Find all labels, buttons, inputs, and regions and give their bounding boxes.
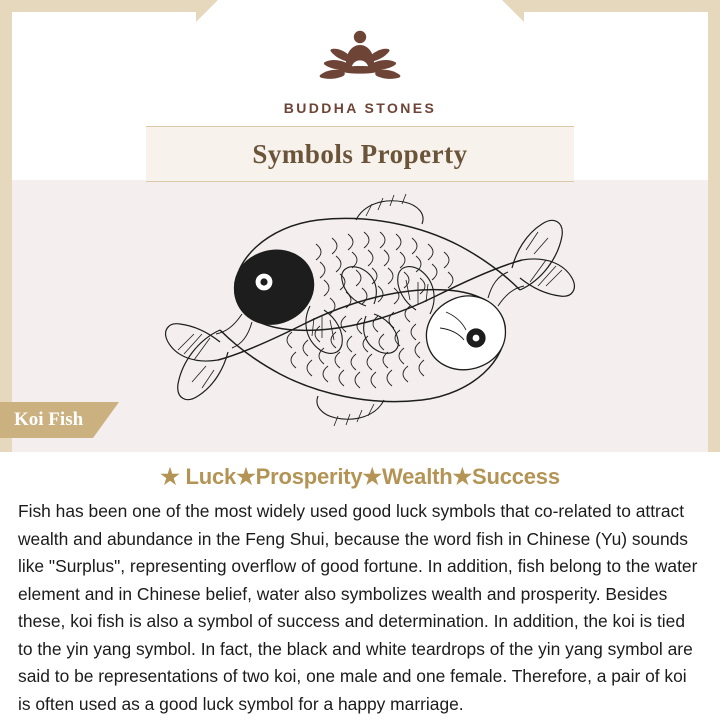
description-paragraph: Fish has been one of the most widely used good luck symbols that co-related to attract wealth and abundance in the Feng Shui, because the word fish in Chinese (Yu) sounds like "Surplus", representing overflow of good fortune. In addition, fish belong to the water element and in Chinese belief, water also symbolizes wealth and prosperity. Besides these, koi fish is also a symbol of success and determination. In addition, the koi is tied to the yin yang symbol. In fact, the black and white teardrops of the yin yang symbol are said to be representations of two koi, one male and one female. Therefore, a pair of koi is often used as a good luck symbol for a happy marriage. [18,501,698,714]
ribbon-label: Koi Fish [14,409,84,430]
koi-yin-yang-illustration [160,186,580,426]
page-title-band [146,126,574,182]
frame-top-left [0,0,196,12]
frame-top-right [524,0,720,12]
two-koi-fish-yin-yang-icon [160,186,580,426]
brand-name: BUDDHA STONES [283,100,437,116]
frame-notch-right [502,0,524,22]
section-label-ribbon [0,402,119,438]
page-title: Symbols Property [252,138,468,169]
ribbon-tail [93,402,119,438]
lotus-meditation-icon [285,24,435,96]
brand-logo [0,24,720,116]
benefits-tagline: ★ Luck★Prosperity★Wealth★Success [160,464,560,489]
frame-notch-left [196,0,218,22]
body-panel [0,452,720,720]
ribbon-body [0,402,93,438]
